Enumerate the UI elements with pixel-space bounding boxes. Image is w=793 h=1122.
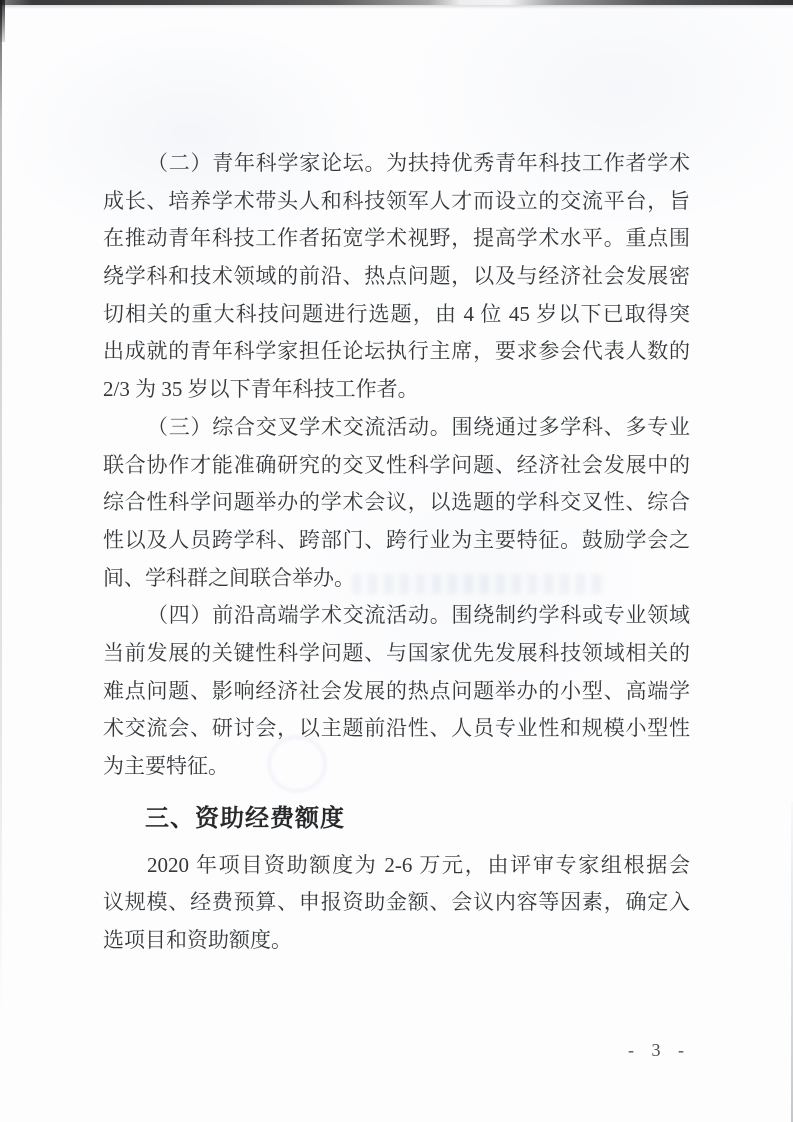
text-line: 出成就的青年科学家担任论坛执行主席，要求参会代表人数的 xyxy=(103,339,690,364)
text-line: （三）综合交叉学术交流活动。围绕通过多学科、多专业 xyxy=(147,414,690,439)
scan-edge-left-cap xyxy=(0,0,5,42)
text-line: 议规模、经费预算、申报资助金额、会议内容等因素，确定入 xyxy=(103,890,690,915)
text-line: 难点问题、影响经济社会发展的热点问题举办的小型、高端学 xyxy=(103,678,690,703)
scan-edge-top-fade xyxy=(0,5,793,9)
text-line: 切相关的重大科技问题进行选题，由 4 位 45 岁以下已取得突 xyxy=(103,301,690,326)
text-line: 绕学科和技术领域的前沿、热点问题，以及与经济社会发展密 xyxy=(103,264,690,289)
text-line: 在推动青年科技工作者拓宽学术视野，提高学术水平。重点围 xyxy=(103,226,690,251)
text-line: 联合协作才能准确研究的交叉性科学问题、经济社会发展中的 xyxy=(103,452,690,477)
text-line: 成长、培养学术带头人和科技领军人才而设立的交流平台，旨 xyxy=(103,188,690,213)
text-line: 为主要特征。 xyxy=(103,754,229,778)
paragraph-interdisciplinary-exchange xyxy=(103,409,690,597)
text-line: 间、学科群之间联合举办。 xyxy=(103,565,355,590)
page-number: - 3 - xyxy=(628,1040,687,1060)
text-line: 性以及人员跨学科、跨部门、跨行业为主要特征。鼓励学会之 xyxy=(103,527,690,552)
text-line: （二）青年科学家论坛。为扶持优秀青年科技工作者学术 xyxy=(147,151,690,175)
paragraph-funding-amount xyxy=(103,847,690,960)
paragraph-young-scientists-forum xyxy=(103,145,690,409)
text-line: 选项目和资助额度。 xyxy=(103,928,292,953)
document-body xyxy=(103,145,690,960)
text-line: （四）前沿高端学术交流活动。围绕制约学科或专业领域 xyxy=(147,603,690,628)
section-heading-funding-amount: 三、资助经费额度 xyxy=(145,804,345,832)
scan-edge-left xyxy=(0,0,2,1015)
text-line: 综合性科学问题举办的学术会议，以选题的学科交叉性、综合 xyxy=(103,490,690,515)
text-line: 术交流会、研讨会，以主题前沿性、人员专业性和规模小型性 xyxy=(103,716,690,741)
text-line: 当前发展的关键性科学问题、与国家优先发展科技领域相关的 xyxy=(103,640,690,665)
text-line: 2020 年项目资助额度为 2-6 万元，由评审专家组根据会 xyxy=(147,852,690,877)
paragraph-frontier-highend-exchange xyxy=(103,597,690,785)
text-line: 2/3 为 35 岁以下青年科技工作者。 xyxy=(103,377,419,402)
